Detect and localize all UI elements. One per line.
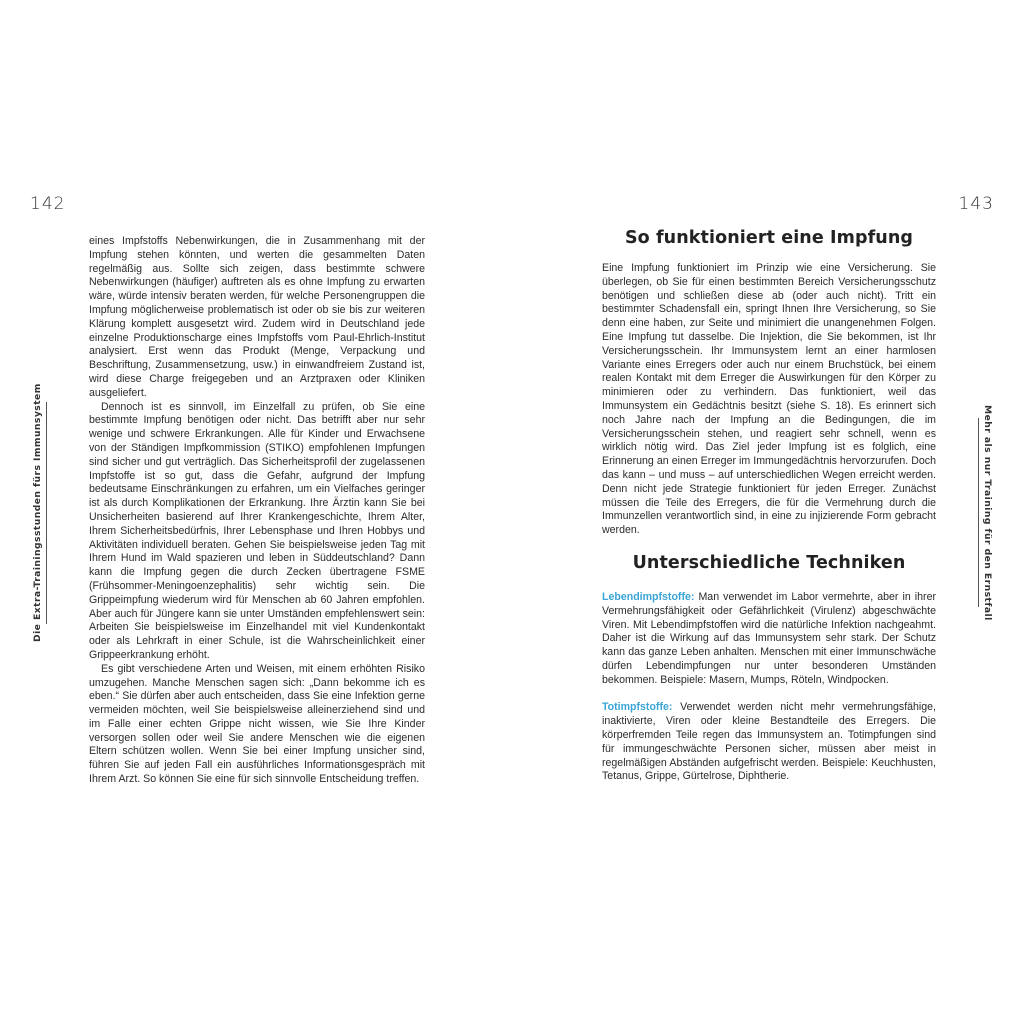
- right-body-text-2: [602, 591, 936, 784]
- section1-paragraph: Eine Impfung funktioniert im Prinzip wie eine Versicherung. Sie überlegen, ob Sie für einen bestimmten Bereich Versicherungsschutz benötigen und schließen diese ab (oder auch nicht). Tritt ein bestimmter Schadensfall ein, springt Ihnen Ihre Versicherung, so Sie denn eine haben, zur Seite und minimiert die unangenehmen Folgen. Eine Impfung tut dasselbe. Die Injektion, die Sie bekommen, ist Ihr Versicherungsschein. Ihr Immunsystem lernt an einer harmlosen Variante eines Erregers oder auch nur einem Bruchstück, bei einem realen Kontakt mit dem Erreger die Auswirkungen für den Körper zu minimieren oder zu verhindern. Das funktioniert, weil das Immunsystem ein Gedächtnis besitzt (siehe S. 18). Es erinnert sich noch Jahre nach der Impfung an die Bedingungen, die im Versicherungsschein stehen, und reagiert sehr schnell, wenn es wirklich nötig wird. Das Ziel jeder Impfung ist es folglich, eine Erinnerung an einen Erreger im Immungedächtnis hervorzurufen. Doch das kann – und muss – auf unterschiedlichen Wegen erreicht werden. Denn nicht jede Strategie funktioniert für jeden Erreger. Zunächst müssen die Teile des Erregers, die für die Vermehrung durch die Immunzellen verantwortlich sind, in eine zu injizierende Form gebracht werden.: [602, 262, 936, 537]
- page-number-right: 143: [958, 194, 994, 214]
- left-paragraph-2: Dennoch ist es sinnvoll, im Einzelfall zu prüfen, ob Sie eine bestimmte Impfung benötigen oder nicht. Das betrifft aber nur sehr wenige und schwere Erkrankungen. Alle für Kinder und Erwachsene von der Ständigen Impfkommission (STIKO) empfohlenen Impfungen sind sicher und gut verträglich. Das Sicherheitsprofil der zugelassenen Impfstoffe ist so gut, dass die Gefahr, aufgrund der Impfung bedeutsame Einschränkungen zu erfahren, um ein Vielfaches geringer ist als durch Komplikationen der Erkrankung. Ihre Ärztin kann Sie bei Unsicherheiten basierend auf Ihrer Krankengeschichte, Ihrem Alter, Ihrem Sicherheitsbedürfnis, Ihrer Lebensphase und Ihren Hobbys und Aktivitäten individuell beraten. Gehen Sie beispielsweise jeden Tag mit Ihrem Hund im Wald spazieren und leben in Süddeutschland? Dann kann die Impfung gegen die durch Zecken übertragene FSME (Frühsommer-Meningoenzephalitis) sehr wichtig sein. Die Grippeimpfung wiederum wird für Menschen ab 60 Jahren empfohlen. Aber auch für Jüngere kann sie unter Umständen empfehlenswert sein: Arbeiten Sie beispielsweise im Einzelhandel mit viel Kundenkontakt oder als Lehrkraft in einer Schule, ist die Wahrscheinlichkeit einer Grippeerkrankung erhöht.: [89, 400, 425, 661]
- text-totimpfstoffe: Verwendet werden nicht mehr vermehrungsfähige, inaktivierte, Viren oder kleine Bestandteile des Erregers. Die körperfremden Teile regen das Immunsystem an. Totimpfungen sind für immungeschwächte Personen sicher, müssen aber meist in regelmäßigen Abständen aufgefrischt werden. Beispiele: Keuchhusten, Tetanus, Grippe, Gürtelrose, Diphtherie.: [602, 701, 936, 783]
- term-lebendimpfstoffe: Lebendimpfstoffe:: [602, 591, 695, 603]
- right-body-text-1: [602, 262, 936, 538]
- section-title-impfung: So funktioniert eine Impfung: [624, 228, 914, 248]
- left-paragraph-1: eines Impfstoffs Nebenwirkungen, die in Zusammenhang mit der Impfung stehen könnten, und werten die gesammelten Daten regelmäßig aus. Sollte sich zeigen, dass bestimmte schwere Nebenwirkungen (häufiger) auftreten als es ohne Impfung zu erwarten wäre, würde intensiv beraten werden, für welche Personengruppen die Impfung möglicherweise problematisch ist oder ob sie bis zur weiteren Klärung komplett ausgesetzt wird. Zudem wird in Deutschland jede einzelne Produktionscharge eines Impfstoffs vom Paul-Ehrlich-Institut analysiert. Erst wenn das Produkt (Menge, Verpackung und Beschriftung, Zusammensetzung, usw.) in einwandfreiem Zustand ist, wird diese Charge freigegeben und an Arztpraxen oder Kliniken ausgeliefert.: [89, 235, 425, 399]
- text-lebendimpfstoffe: Man verwendet im Labor vermehrte, aber in ihrer Vermehrungsfähigkeit oder Gefährlichkeit (Virulenz) abgeschwächte Viren. Mit Lebendimpfstoffen wird die natürliche Infektion nachgeahmt. Daher ist die Wirkung auf das Immunsystem sehr stark. Der Schutz kann das ganze Leben anhalten. Menschen mit einer Immunschwäche dürfen Lebendimpfungen nur unter besonderen Umständen bekommen. Beispiele: Masern, Mumps, Röteln, Windpocken.: [602, 591, 936, 686]
- page-number-left: 142: [30, 194, 66, 214]
- section-title-techniken: Unterschiedliche Techniken: [632, 553, 906, 573]
- technique-totimpfstoffe: [602, 701, 936, 784]
- technique-lebendimpfstoffe: [602, 591, 936, 688]
- term-totimpfstoffe: Totimpfstoffe:: [602, 701, 673, 714]
- chapter-tab-right-label: Mehr als nur Training für den Ernstfall: [982, 404, 993, 621]
- chapter-tab-left: [31, 383, 47, 643]
- chapter-tab-left-label: Die Extra-Trainingsstunden fürs Immunsystem: [32, 383, 43, 643]
- left-body-text: [89, 235, 425, 787]
- chapter-tab-right: [978, 404, 994, 621]
- left-paragraph-3: Es gibt verschiedene Arten und Weisen, mit einem erhöhten Risiko umzugehen. Manche Menschen sagen sich: „Dann bekomme ich es eben.“ Sie dürfen aber auch entscheiden, dass Sie eine Infektion gerne vermeiden möchten, weil Sie beispielsweise alleinerziehend sind und im Falle einer echten Grippe nicht wissen, wie Sie Ihre Kinder versorgen sollen oder weil Sie andere Menschen wie die eigenen Eltern schützen wollen. Wenn Sie bei einer Impfung unsicher sind, führen Sie auf jeden Fall ein ausführliches Informationsgespräch mit Ihrem Arzt. So können Sie eine für sich sinnvolle Entscheidung treffen.: [89, 662, 425, 786]
